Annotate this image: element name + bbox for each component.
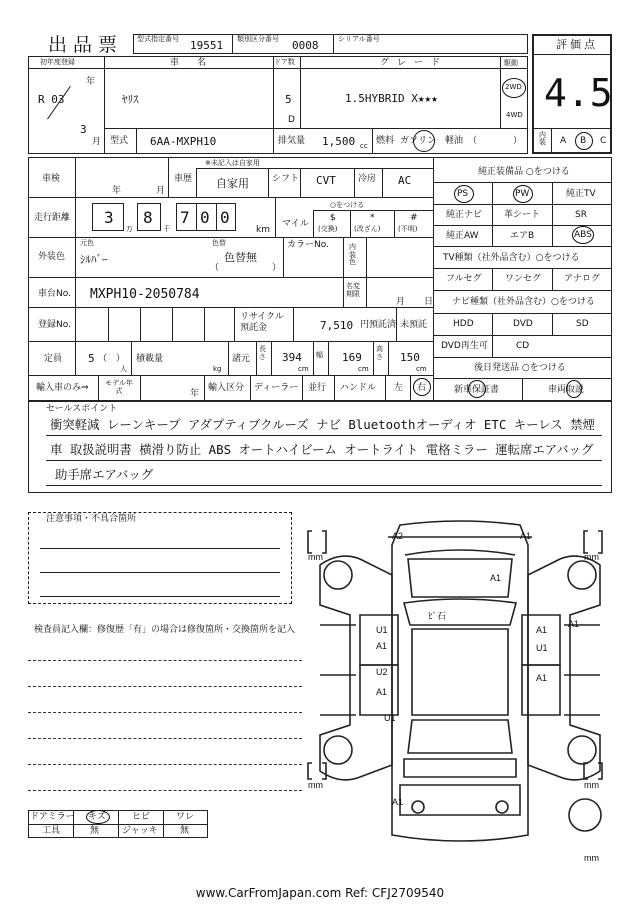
inspection-label: 車検	[42, 174, 61, 184]
warranty-circle	[468, 380, 486, 398]
man-unit: 万	[126, 225, 133, 233]
year-suffix: 年	[86, 77, 96, 87]
width-label: 幅	[316, 351, 323, 359]
mile-star: *	[370, 213, 375, 223]
width-unit: cm	[358, 365, 369, 373]
color-label: 外装色	[38, 252, 66, 262]
height-label: 高さ	[376, 345, 383, 361]
displacement-unit: cc	[360, 142, 368, 150]
tv-title: TV種類（社外品含む）○をつける	[443, 253, 580, 263]
model-year-suffix: 年	[190, 389, 200, 399]
footer-ref: www.CarFromJapan.com Ref: CFJ2709540	[195, 886, 445, 900]
load-kg: kg	[213, 365, 222, 373]
doors-value: 5	[285, 93, 292, 106]
interior-grade-label: 内装	[539, 131, 546, 146]
mileage-digit-5: 0	[220, 208, 230, 227]
inspection-year: 年	[112, 186, 122, 196]
jack-label: ジャッキ	[122, 826, 158, 836]
equip-leather: 革シート	[504, 210, 541, 220]
drive-4wd: 4WD	[506, 111, 523, 119]
fuel-value: ガソリン	[400, 136, 437, 146]
height-value: 150	[400, 351, 420, 364]
mark-a1-fender: A1	[568, 619, 580, 629]
fuel-other: （ ）	[468, 136, 523, 146]
mileage-digit-1: 3	[104, 208, 114, 227]
equip-abs: ABS	[574, 230, 592, 240]
interior-c: C	[600, 136, 607, 146]
play-dvd: DVD再生可	[441, 341, 488, 351]
inspection-month: 月	[156, 186, 166, 196]
dims-label: 諸元	[232, 354, 251, 364]
navi-hdd: HDD	[453, 319, 474, 329]
recycle-unit: 円預託済	[360, 320, 397, 330]
caution-box	[28, 512, 292, 604]
name-change-day: 日	[424, 297, 434, 307]
equip-ps: PS	[457, 189, 469, 199]
name-change-label: 名変期限	[346, 282, 360, 299]
history-value: 自家用	[216, 177, 249, 190]
play-cd: CD	[516, 341, 530, 351]
equip-pw: PW	[515, 189, 530, 199]
mirror-scratch: キズ	[88, 812, 106, 822]
mileage-digit-2: 8	[143, 208, 153, 227]
mile-dollar-sub: (交換)	[318, 225, 338, 233]
mm-label-5: mm	[584, 853, 599, 863]
model-label: 型式	[110, 136, 129, 146]
caution-label: 注意事項・不具合箇所	[46, 514, 137, 524]
recycle-value: 7,510	[320, 319, 354, 332]
mileage-digit-3: 7	[180, 208, 190, 227]
doors-label: ドア数	[274, 58, 295, 66]
mark-u2-left: U2	[376, 667, 388, 677]
mm-label-2: mm	[584, 552, 599, 562]
interior-color-label: 内装色	[349, 243, 356, 267]
ac-value: AC	[398, 174, 412, 187]
tv-fullseg: フルセグ	[446, 274, 482, 284]
first-reg-era-year: R 03	[38, 93, 65, 106]
grade-value: 1.5HYBRID X★★★	[345, 92, 438, 105]
parallel-option: 並行	[308, 383, 327, 393]
model-year-label: モデル年式	[105, 379, 133, 396]
repaint-value: 色替無	[224, 251, 257, 264]
mark-a1-rear-left: A1	[376, 687, 388, 697]
navi-sd: SD	[576, 319, 589, 329]
serial-label: シリアル番号	[338, 35, 380, 43]
drive-2wd: 2WD	[505, 83, 522, 91]
mark-a1-right: A1	[536, 625, 548, 635]
sales-line-2: 車 取扱説明書 横滑り防止 ABS オートハイビーム オートライト 電格ミラー 運転席エアバッグ	[50, 442, 594, 457]
length-value: 394	[282, 351, 302, 364]
tv-analog: アナログ	[564, 274, 601, 284]
chassis-value: MXPH10-2050784	[90, 287, 200, 302]
mm-label-1: mm	[308, 552, 323, 562]
mark-a1-hood: A1	[490, 573, 502, 583]
handle-left: 左	[394, 383, 404, 393]
car-name-value: ﾔﾘｽ	[122, 93, 139, 106]
displacement-label: 排気量	[278, 136, 306, 146]
handle-right: 右	[417, 383, 427, 393]
ac-label: 冷房	[358, 174, 377, 184]
reg-no-label: 登録No.	[38, 320, 71, 330]
docs-warranty: 新車保証書	[454, 385, 500, 395]
car-name-label: 車名	[170, 58, 225, 68]
chassis-label: 車台No.	[38, 289, 71, 299]
dealer-option: ディーラー	[254, 383, 299, 393]
type-spec-value: 19551	[190, 39, 224, 52]
capacity-value: 5	[88, 352, 95, 365]
handle-label: ハンドル	[340, 383, 377, 393]
equip-navi: 純正ナビ	[446, 210, 483, 220]
interior-a: A	[560, 136, 567, 146]
sales-line-3: 助手席エアバッグ	[55, 467, 154, 482]
mark-u1-quarter: U1	[384, 713, 396, 723]
grade-label: グレード	[380, 58, 449, 68]
mile-hash-sub: (不明)	[398, 225, 418, 233]
mark-u1-right: U1	[536, 643, 548, 653]
mile-hash: #	[410, 213, 418, 223]
mirror-break: ワレ	[176, 812, 195, 822]
sales-line-1: 衝突軽減 レーンキープ アダプティブクルーズ ナビ Bluetoothオーディオ ETC キーレス 禁煙	[50, 417, 595, 432]
equip-tv: 純正TV	[566, 189, 596, 199]
name-change-month: 月	[396, 297, 406, 307]
class-value: 0008	[292, 39, 319, 52]
mark-a1-front: A1	[520, 531, 532, 541]
load-label: 積載量	[136, 354, 164, 364]
door-suffix: D	[288, 115, 295, 125]
mile-dollar: $	[330, 213, 336, 223]
mm-label-4: mm	[584, 780, 599, 790]
document-title: 出品票	[48, 34, 124, 56]
shift-value: CVT	[316, 174, 336, 187]
sales-label: セールスポイント	[46, 404, 118, 414]
recycle-not: 未預託	[400, 320, 428, 330]
car-damage-diagram	[300, 515, 620, 870]
first-reg-label: 初年度登録	[40, 58, 75, 66]
mark-a2: A2	[392, 531, 404, 541]
sen-unit: 千	[163, 225, 170, 233]
model-value: 6AA-MXPH10	[150, 135, 217, 148]
docs-manual: 車両取説	[548, 385, 585, 395]
score-label: 評価点	[556, 38, 598, 51]
month-suffix: 月	[92, 137, 102, 147]
mark-u1-left: U1	[376, 625, 388, 635]
tv-oneseg: ワンセグ	[505, 274, 542, 284]
capacity-unit: 人	[120, 365, 127, 373]
equip-airbag: エアB	[510, 231, 535, 241]
mile-star-sub: (改ざん)	[354, 225, 381, 233]
history-note: ※未記入は自家用	[205, 159, 260, 167]
equipment-title: 純正装備品 ○をつける	[478, 167, 570, 177]
mm-label-3: mm	[308, 780, 323, 790]
class-label: 類別区分番号	[237, 35, 279, 43]
length-label: 長さ	[259, 345, 266, 361]
docs-title: 後日発送品 ○をつける	[474, 363, 566, 373]
km-unit: km	[256, 225, 270, 235]
mark-a1-left: A1	[376, 641, 388, 651]
history-label: 車歴	[174, 174, 193, 184]
equip-aw: 純正AW	[446, 231, 479, 241]
interior-b: B	[580, 136, 587, 146]
import-class-label: 輸入区分	[208, 383, 245, 393]
length-unit: cm	[298, 365, 309, 373]
import-label: 輸入車のみ⇒	[36, 383, 89, 393]
jack-value: 無	[180, 826, 190, 836]
navi-title: ナビ種類（社外品含む）○をつける	[452, 297, 595, 307]
orig-color-value: ｼﾙﾊﾞｰ	[80, 253, 108, 266]
inspector-label: 検査員記入欄：修復歴「有」の場合は修復箇所・交換箇所を記入	[34, 625, 296, 635]
type-spec-label: 型式指定番号	[137, 35, 179, 43]
mark-a1-bumper: A1	[392, 797, 404, 807]
color-no-label: カラーNo.	[287, 240, 329, 250]
mile-label: マイル	[282, 219, 309, 229]
fuel-gasoline-circle	[413, 130, 435, 152]
tool-value: 無	[90, 826, 100, 836]
score-value: 4.5	[544, 71, 613, 115]
shift-label: シフト	[272, 174, 300, 184]
tool-label: 工具	[42, 826, 61, 836]
mirror-crack: ヒビ	[132, 812, 151, 822]
width-value: 169	[342, 351, 362, 364]
fuel-label: 燃料	[376, 136, 395, 146]
mark-chip: ﾋﾞ石	[428, 611, 447, 621]
height-unit: cm	[416, 365, 427, 373]
mileage-label: 走行距離	[34, 213, 71, 223]
orig-color-label: 元色	[80, 239, 94, 247]
mirror-scratch-circle	[86, 810, 110, 824]
displacement-value: 1,500	[322, 135, 356, 148]
drive-label: 駆動	[504, 59, 518, 67]
recycle-label: リサイクル預託金	[240, 312, 284, 333]
mark-a1-rear-right: A1	[536, 673, 548, 683]
mirror-label: ドアミラー	[30, 812, 75, 822]
fuel-light-oil: 軽油	[445, 136, 464, 146]
first-reg-month: 3	[80, 123, 87, 136]
manual-circle	[566, 380, 582, 398]
mileage-digit-4: 0	[200, 208, 210, 227]
navi-dvd: DVD	[513, 319, 533, 329]
equip-sr: SR	[575, 210, 587, 220]
mileage-circle-note: ○をつける	[330, 201, 365, 209]
capacity-label: 定員	[44, 354, 63, 364]
repaint-label: 色替	[212, 239, 226, 247]
